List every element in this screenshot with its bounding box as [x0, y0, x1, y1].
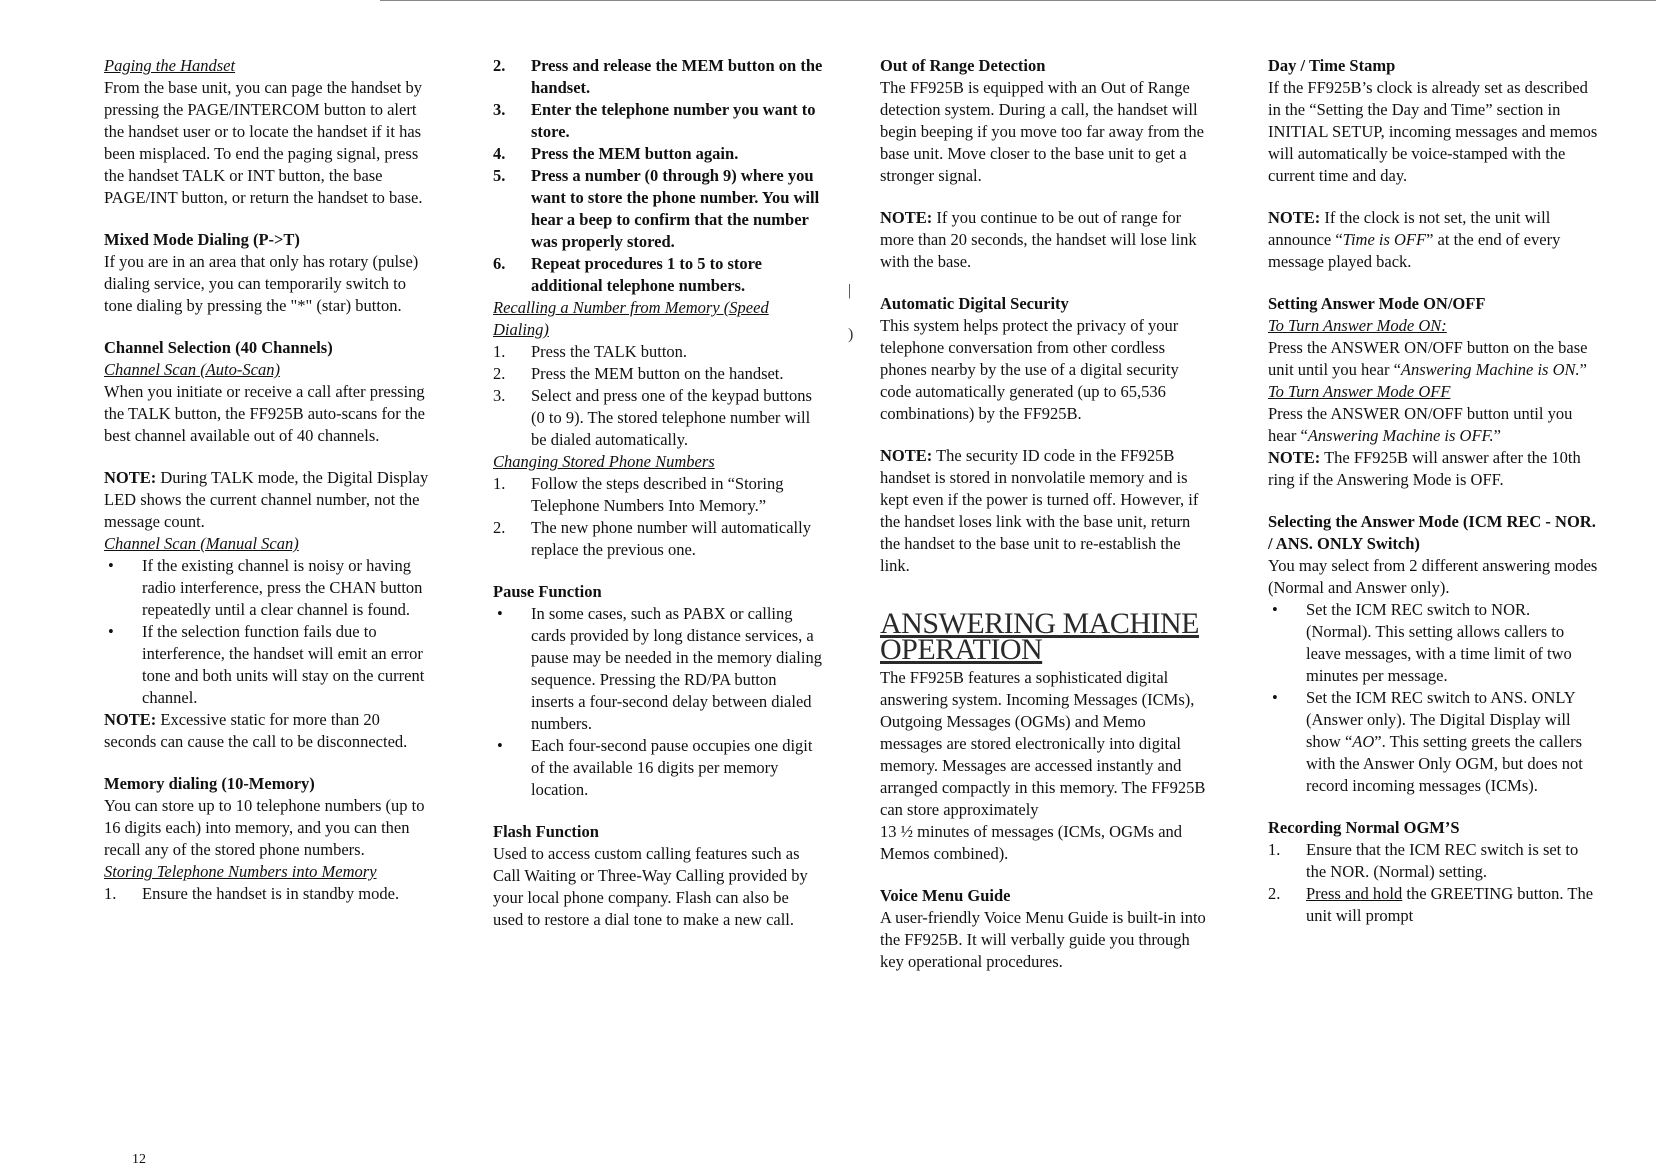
column-3	[880, 55, 1210, 973]
step-text: Press the MEM button again.	[531, 144, 739, 163]
list-item	[493, 363, 823, 385]
step-underline: Press and hold	[1306, 884, 1403, 903]
changing-steps	[493, 473, 823, 561]
step-number: 2.	[493, 518, 506, 537]
answering-minutes: 13 ½ minutes of messages (ICMs, OGMs and Memos combined).	[880, 822, 1183, 863]
note-label: NOTE:	[1268, 208, 1321, 227]
memory-dialing-title: Memory dialing (10-Memory)	[104, 774, 315, 793]
list-item	[1268, 883, 1598, 927]
step-number: 6.	[493, 254, 506, 273]
day-time-title: Day / Time Stamp	[1268, 56, 1396, 75]
margin-mark: )	[848, 326, 854, 343]
heading-line-1: ANSWERING MACHINE	[880, 607, 1199, 640]
note-text: If the clock is not set, the unit will announce “	[1268, 208, 1551, 249]
note-talk-mode	[104, 467, 434, 533]
channel-selection-title: Channel Selection (40 Channels)	[104, 338, 333, 357]
memory-dialing-body: You can store up to 10 telephone numbers (up to 16 digits each) into memory, and you can then recall any of the stored phone numbers.	[104, 796, 425, 859]
list-item-text: If the selection function fails due to interference, the handset will emit an error tone and both units will stay on the current channel.	[142, 622, 425, 707]
mixed-mode-title: Mixed Mode Dialing (P->T)	[104, 230, 300, 249]
list-item	[1268, 599, 1598, 687]
list-item	[104, 883, 434, 905]
answering-machine-heading	[880, 607, 1210, 666]
step-number: 1.	[493, 474, 506, 493]
note-label: NOTE:	[104, 468, 157, 487]
list-item-text: If the existing channel is noisy or having radio interference, press the CHAN button repeatedly until a clear channel is found.	[142, 556, 423, 619]
step-text: Ensure the handset is in standby mode.	[142, 884, 400, 903]
list-item	[1268, 687, 1598, 797]
step-number: 1.	[104, 884, 117, 903]
security-title: Automatic Digital Security	[880, 294, 1069, 313]
list-item-text: Set the ICM REC switch to ANS. ONLY (Answer only). The Digital Display will show “	[1306, 688, 1576, 751]
step-number: 2.	[493, 56, 506, 75]
note-text: Excessive static for more than 20 seconds can cause the call to be disconnected.	[104, 710, 408, 751]
note-answer-ring	[1268, 447, 1598, 491]
security-body: This system helps protect the privacy of your telephone conversation from other cordless phones nearby by the use of a digital security code automatically generated (up to 65,536 combinations) by the FF925B.	[880, 316, 1179, 423]
note-text: ” at the end of every message played back.	[1268, 230, 1561, 271]
auto-scan-title: Channel Scan (Auto-Scan)	[104, 360, 280, 379]
bullet-icon: •	[497, 604, 503, 623]
body-italic: Answering Machine is ON.	[1400, 360, 1580, 379]
note-label: NOTE:	[880, 446, 933, 465]
step-number: 2.	[493, 364, 506, 383]
mixed-mode-body: If you are in an area that only has rotary (pulse) dialing service, you can temporarily switch to tone dialing by pressing the "*" (star) button.	[104, 252, 419, 315]
step-text: Press the MEM button on the handset.	[531, 364, 784, 383]
pause-title: Pause Function	[493, 582, 602, 601]
list-item	[493, 517, 823, 561]
answering-body: The FF925B features a sophisticated digital answering system. Incoming Messages (ICMs), Outgoing Messages (OGMs) and Memo messages are stored electronically into digital memory. Messages are accessed instantly and arranged compactly in this memory. The FF925B can store approximately	[880, 668, 1206, 819]
list-item	[493, 473, 823, 517]
note-text: The FF925B will answer after the 10th ring if the Answering Mode is OFF.	[1268, 448, 1581, 489]
step-number: 2.	[1268, 884, 1281, 903]
list-item	[493, 385, 823, 451]
list-item	[104, 621, 434, 709]
step-text: Repeat procedures 1 to 5 to store additional telephone numbers.	[531, 254, 762, 295]
note-text: If you continue to be out of range for more than 20 seconds, the handset will lose link with the base.	[880, 208, 1197, 271]
select-mode-body: You may select from 2 different answering modes (Normal and Answer only).	[1268, 556, 1598, 597]
bullet-icon: •	[1272, 688, 1278, 707]
list-item-text: In some cases, such as PABX or calling cards provided by long distance services, a pause may be needed in the memory dialing sequence. Pressing the RD/PA button inserts a four-second delay between dialed numbers.	[531, 604, 822, 733]
note-text: The security ID code in the FF925B handset is stored in nonvolatile memory and is kept even if the power is turned off. However, if the handset loses link with the base unit, return the handset to the base unit to re-establish the link.	[880, 446, 1199, 575]
voice-menu-body: A user-friendly Voice Menu Guide is built-in into the FF925B. It will verbally guide you through key operational procedures.	[880, 908, 1206, 971]
answer-mode-title: Setting Answer Mode ON/OFF	[1268, 294, 1486, 313]
body-text: ”	[1493, 426, 1501, 445]
column-2	[493, 55, 823, 931]
list-item-text: Set the ICM REC switch to NOR. (Normal). This setting allows callers to leave messages, with a time limit of two minutes per message.	[1306, 600, 1572, 685]
flash-title: Flash Function	[493, 822, 599, 841]
list-item	[493, 253, 823, 297]
note-text: During TALK mode, the Digital Display LED shows the current channel number, not the message count.	[104, 468, 429, 531]
list-item-text: Each four-second pause occupies one digit of the available 16 digits per memory location.	[531, 736, 813, 799]
list-item	[493, 735, 823, 801]
step-text: Press a number (0 through 9) where you want to store the phone number. You will hear a beep to confirm that the number was properly stored.	[531, 166, 820, 251]
paging-body: From the base unit, you can page the handset by pressing the PAGE/INTERCOM button to alert the handset user or to locate the handset if it has been misplaced. To end the paging signal, press the handset TALK or INT button, the base PAGE/INT button, or return the handset to base.	[104, 78, 423, 207]
note-out-of-range	[880, 207, 1210, 273]
step-number: 3.	[493, 100, 506, 119]
bullet-icon: •	[497, 736, 503, 755]
recording-steps	[1268, 839, 1598, 927]
page-number: 12	[132, 1152, 146, 1167]
note-label: NOTE:	[104, 710, 157, 729]
step-text: Ensure that the ICM REC switch is set to the NOR. (Normal) setting.	[1306, 840, 1579, 881]
list-item	[493, 143, 823, 165]
select-mode-title: Selecting the Answer Mode (ICM REC - NOR. / ANS. ONLY Switch)	[1268, 512, 1596, 553]
turn-off-title: To Turn Answer Mode OFF	[1268, 382, 1451, 401]
note-static	[104, 709, 434, 753]
note-security-id	[880, 445, 1210, 577]
step-text: The new phone number will automatically replace the previous one.	[531, 518, 811, 559]
list-item	[1268, 839, 1598, 883]
body-italic: Answering Machine is OFF.	[1307, 426, 1494, 445]
column-4	[1268, 55, 1598, 927]
select-mode-list	[1268, 599, 1598, 797]
list-item-italic: AO	[1352, 732, 1375, 751]
list-item	[493, 55, 823, 99]
body-text: Press the ANSWER ON/OFF button on the base unit until you hear “	[1268, 338, 1588, 379]
storing-title: Storing Telephone Numbers into Memory	[104, 862, 377, 881]
storing-steps-cont	[493, 55, 823, 297]
top-edge-line	[380, 0, 1656, 1]
column-1	[104, 55, 434, 905]
storing-steps-start	[104, 883, 434, 905]
note-label: NOTE:	[880, 208, 933, 227]
turn-on-body	[1268, 337, 1598, 381]
heading-line-2: OPERATION	[880, 633, 1043, 666]
list-item	[493, 341, 823, 363]
list-item	[493, 165, 823, 253]
body-text: ”	[1579, 360, 1587, 379]
recording-title: Recording Normal OGM’S	[1268, 818, 1460, 837]
list-item	[493, 603, 823, 735]
note-clock	[1268, 207, 1598, 273]
step-number: 1.	[493, 342, 506, 361]
list-item	[493, 99, 823, 143]
step-text: Press and release the MEM button on the handset.	[531, 56, 823, 97]
body-text: Press the ANSWER ON/OFF button until you hear “	[1268, 404, 1573, 445]
note-italic: Time is OFF	[1342, 230, 1427, 249]
step-text: the GREETING button. The unit will prompt	[1306, 884, 1594, 925]
range-body: The FF925B is equipped with an Out of Range detection system. During a call, the handset will begin beeping if you move too far away from the base unit. Move closer to the base unit to get a stronger signal.	[880, 78, 1204, 185]
turn-on-title: To Turn Answer Mode ON:	[1268, 316, 1447, 335]
manual-scan-title: Channel Scan (Manual Scan)	[104, 534, 299, 553]
step-text: Follow the steps described in “Storing Telephone Numbers Into Memory.”	[531, 474, 784, 515]
turn-off-body	[1268, 403, 1598, 447]
bullet-icon: •	[1272, 600, 1278, 619]
changing-title: Changing Stored Phone Numbers	[493, 452, 715, 471]
step-number: 1.	[1268, 840, 1281, 859]
range-title: Out of Range Detection	[880, 56, 1046, 75]
step-number: 4.	[493, 144, 506, 163]
recall-title: Recalling a Number from Memory (Speed Dialing)	[493, 298, 769, 339]
auto-scan-body: When you initiate or receive a call after pressing the TALK button, the FF925B auto-scans for the best channel available out of 40 channels.	[104, 382, 426, 445]
day-time-body: If the FF925B’s clock is already set as described in the “Setting the Day and Time” section in INITIAL SETUP, incoming messages and memos will automatically be voice-stamped with the current time and day.	[1268, 78, 1598, 185]
list-item	[104, 555, 434, 621]
step-text: Enter the telephone number you want to store.	[531, 100, 816, 141]
step-number: 3.	[493, 386, 506, 405]
bullet-icon: •	[108, 622, 114, 641]
note-label: NOTE:	[1268, 448, 1321, 467]
manual-scan-list	[104, 555, 434, 709]
list-item-text: ”. This setting greets the callers with the Answer Only OGM, but does not record incoming messages (ICMs).	[1306, 732, 1583, 795]
step-number: 5.	[493, 166, 506, 185]
margin-mark: |	[848, 282, 852, 299]
step-text: Press the TALK button.	[531, 342, 688, 361]
flash-body: Used to access custom calling features such as Call Waiting or Three-Way Calling provided by your local phone company. Flash can also be used to restore a dial tone to make a new call.	[493, 844, 808, 929]
bullet-icon: •	[108, 556, 114, 575]
voice-menu-title: Voice Menu Guide	[880, 886, 1011, 905]
recall-steps	[493, 341, 823, 451]
pause-list	[493, 603, 823, 801]
step-text: Select and press one of the keypad buttons (0 to 9). The stored telephone number will be dialed automatically.	[531, 386, 812, 449]
paging-title: Paging the Handset	[104, 56, 236, 75]
